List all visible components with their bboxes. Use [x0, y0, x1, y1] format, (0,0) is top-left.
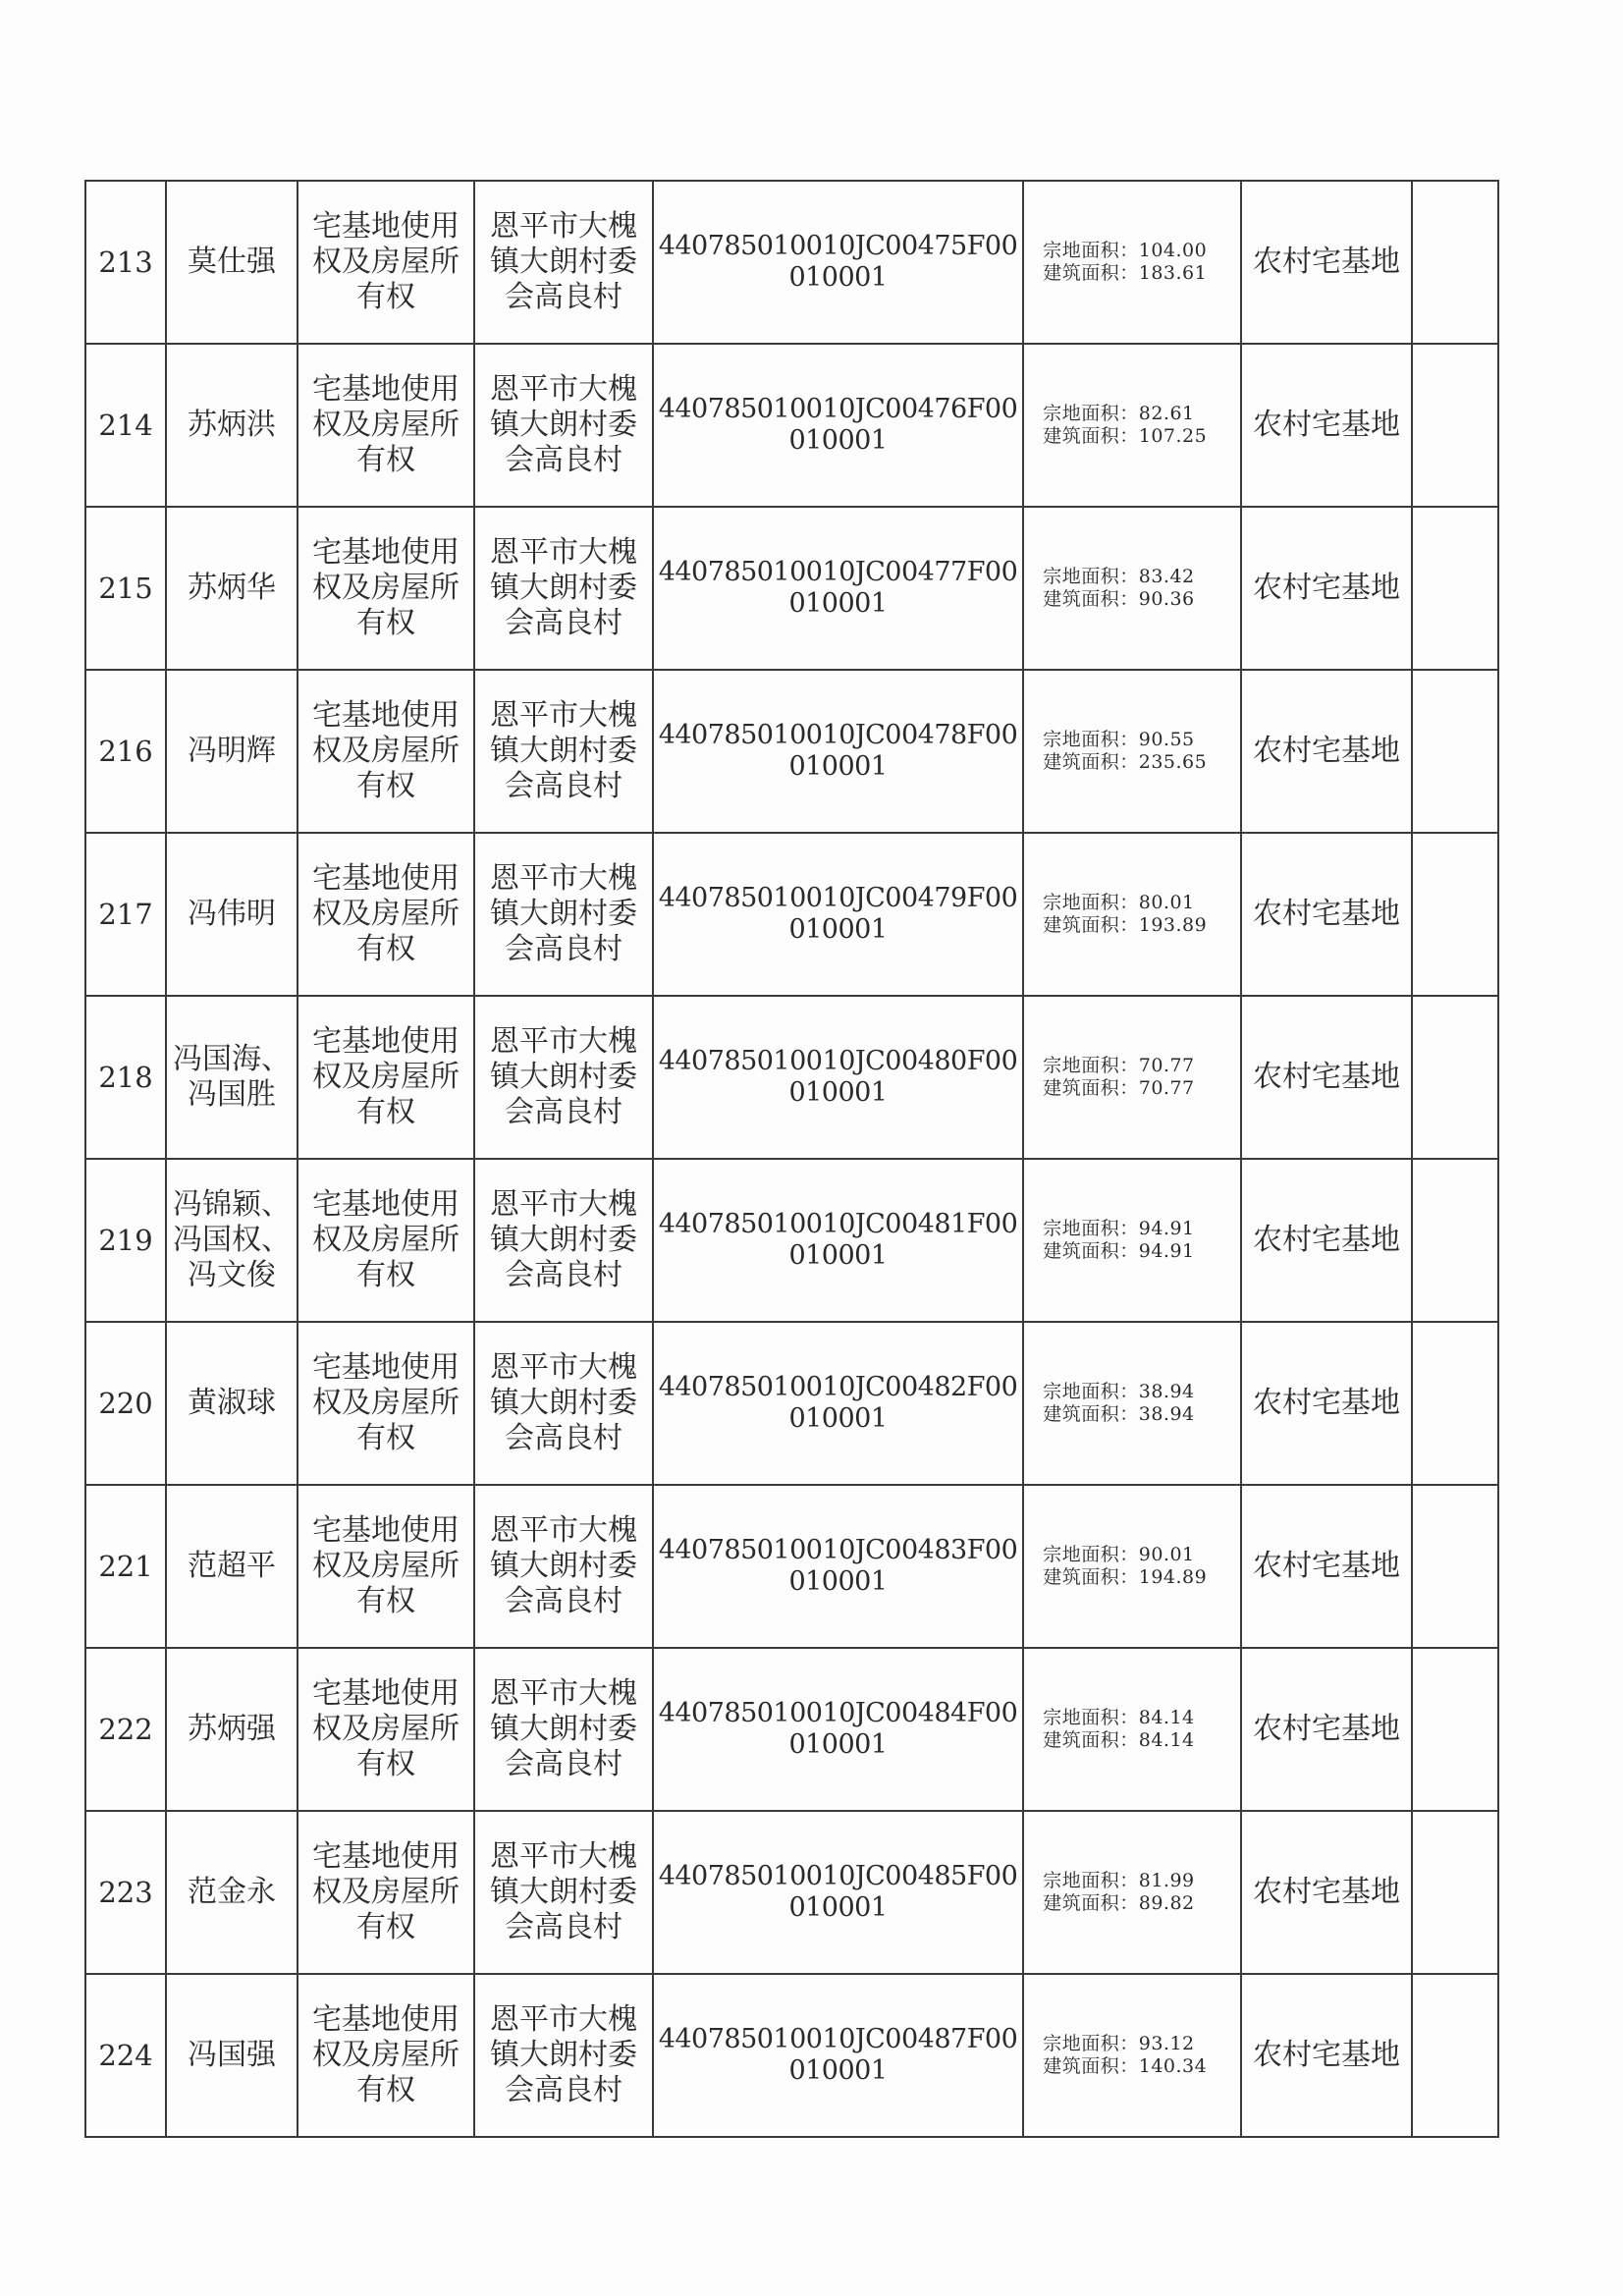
unit-code-line-2: 010001	[788, 1566, 888, 1597]
land-area-label: 宗地面积：	[1043, 892, 1139, 914]
building-area-value: 70.77	[1138, 1077, 1195, 1099]
unit-code-line-2: 010001	[788, 1077, 888, 1108]
building-area-line	[1028, 2055, 1236, 2078]
unit-code	[653, 344, 1023, 507]
right-type: 宅基地使用权及房屋所有权	[298, 1159, 474, 1322]
building-area-label: 建筑面积：	[1043, 588, 1139, 610]
building-area-line	[1028, 1566, 1236, 1589]
land-area-label: 宗地面积：	[1043, 729, 1139, 751]
property-location: 恩平市大槐镇大朗村委会高良村	[474, 833, 653, 996]
right-type: 宅基地使用权及房屋所有权	[298, 344, 474, 507]
land-use: 农村宅基地	[1241, 1485, 1412, 1648]
land-area-value: 84.14	[1138, 1707, 1195, 1729]
land-use: 农村宅基地	[1241, 1159, 1412, 1322]
building-area-line	[1028, 914, 1236, 937]
land-area-label: 宗地面积：	[1043, 2033, 1139, 2055]
unit-code-line-2: 010001	[788, 588, 888, 619]
building-area-label: 建筑面积：	[1043, 1403, 1139, 1425]
row-number: 216	[85, 670, 166, 833]
land-use: 农村宅基地	[1241, 670, 1412, 833]
property-location: 恩平市大槐镇大朗村委会高良村	[474, 1159, 653, 1322]
table-row	[85, 1485, 1498, 1648]
unit-code	[653, 1485, 1023, 1648]
unit-code	[653, 1159, 1023, 1322]
building-area-value: 194.89	[1138, 1566, 1208, 1588]
registration-table	[84, 180, 1499, 2138]
land-area-label: 宗地面积：	[1043, 1544, 1139, 1566]
land-area-value: 83.42	[1138, 566, 1195, 588]
land-area-line	[1028, 566, 1236, 588]
land-area-label: 宗地面积：	[1043, 1870, 1139, 1892]
land-area-label: 宗地面积：	[1043, 403, 1139, 425]
table-body	[85, 181, 1498, 2137]
building-area-label: 建筑面积：	[1043, 1729, 1139, 1751]
row-number: 220	[85, 1322, 166, 1485]
unit-code	[653, 996, 1023, 1159]
remark-cell	[1412, 1974, 1498, 2137]
table-row	[85, 1648, 1498, 1811]
land-area-value: 93.12	[1138, 2033, 1195, 2055]
land-use: 农村宅基地	[1241, 1322, 1412, 1485]
row-number: 215	[85, 507, 166, 670]
unit-code	[653, 1974, 1023, 2137]
land-area-line	[1028, 1381, 1236, 1403]
land-area-label: 宗地面积：	[1043, 1055, 1139, 1077]
land-use: 农村宅基地	[1241, 1811, 1412, 1974]
land-area-line	[1028, 729, 1236, 751]
building-area-value: 193.89	[1138, 914, 1208, 936]
building-area-label: 建筑面积：	[1043, 2055, 1139, 2077]
remark-cell	[1412, 181, 1498, 344]
remark-cell	[1412, 344, 1498, 507]
land-area-line	[1028, 240, 1236, 262]
unit-code	[653, 1811, 1023, 1974]
land-use: 农村宅基地	[1241, 344, 1412, 507]
building-area-value: 140.34	[1138, 2055, 1208, 2077]
remark-cell	[1412, 833, 1498, 996]
table-row	[85, 1322, 1498, 1485]
owner-name: 冯国强	[166, 1974, 298, 2137]
unit-code	[653, 507, 1023, 670]
unit-code	[653, 1322, 1023, 1485]
right-type: 宅基地使用权及房屋所有权	[298, 1485, 474, 1648]
area-info	[1023, 181, 1241, 344]
row-number: 223	[85, 1811, 166, 1974]
building-area-value: 89.82	[1138, 1892, 1195, 1914]
right-type: 宅基地使用权及房屋所有权	[298, 1811, 474, 1974]
unit-code	[653, 833, 1023, 996]
building-area-line	[1028, 1077, 1236, 1100]
unit-code-line-2: 010001	[788, 1892, 888, 1923]
building-area-line	[1028, 262, 1236, 285]
unit-code-line-2: 010001	[788, 262, 888, 293]
area-info	[1023, 1648, 1241, 1811]
row-number: 213	[85, 181, 166, 344]
table-row	[85, 1159, 1498, 1322]
unit-code	[653, 670, 1023, 833]
unit-code-line-2: 010001	[788, 751, 888, 782]
area-info	[1023, 833, 1241, 996]
remark-cell	[1412, 1811, 1498, 1974]
area-info	[1023, 1974, 1241, 2137]
building-area-label: 建筑面积：	[1043, 1240, 1139, 1262]
land-area-line	[1028, 1218, 1236, 1240]
land-use: 农村宅基地	[1241, 507, 1412, 670]
building-area-label: 建筑面积：	[1043, 1892, 1139, 1914]
land-area-value: 38.94	[1138, 1381, 1195, 1403]
owner-name: 苏炳洪	[166, 344, 298, 507]
right-type: 宅基地使用权及房屋所有权	[298, 181, 474, 344]
land-area-label: 宗地面积：	[1043, 240, 1139, 262]
unit-code	[653, 181, 1023, 344]
owner-name: 冯国海、冯国胜	[166, 996, 298, 1159]
owner-name: 冯锦颖、冯国权、冯文俊	[166, 1159, 298, 1322]
property-location: 恩平市大槐镇大朗村委会高良村	[474, 1974, 653, 2137]
property-location: 恩平市大槐镇大朗村委会高良村	[474, 670, 653, 833]
remark-cell	[1412, 1159, 1498, 1322]
table-row	[85, 996, 1498, 1159]
row-number: 217	[85, 833, 166, 996]
right-type: 宅基地使用权及房屋所有权	[298, 833, 474, 996]
land-area-value: 80.01	[1138, 892, 1195, 914]
right-type: 宅基地使用权及房屋所有权	[298, 1974, 474, 2137]
unit-code-line-1: 440785010010JC00478F00	[658, 719, 1018, 750]
right-type: 宅基地使用权及房屋所有权	[298, 996, 474, 1159]
unit-code-line-2: 010001	[788, 425, 888, 456]
land-area-value: 81.99	[1138, 1870, 1195, 1892]
land-use: 农村宅基地	[1241, 181, 1412, 344]
building-area-line	[1028, 751, 1236, 774]
table-row	[85, 670, 1498, 833]
land-area-value: 90.01	[1138, 1544, 1195, 1566]
table-row	[85, 507, 1498, 670]
land-area-line	[1028, 1707, 1236, 1729]
unit-code-line-2: 010001	[788, 1729, 888, 1760]
unit-code-line-2: 010001	[788, 1403, 888, 1434]
building-area-value: 183.61	[1138, 262, 1208, 284]
unit-code-line-1: 440785010010JC00481F00	[658, 1208, 1018, 1239]
area-info	[1023, 344, 1241, 507]
table-row	[85, 344, 1498, 507]
property-location: 恩平市大槐镇大朗村委会高良村	[474, 996, 653, 1159]
unit-code-line-1: 440785010010JC00475F00	[658, 230, 1018, 261]
owner-name: 范金永	[166, 1811, 298, 1974]
area-info	[1023, 670, 1241, 833]
land-use: 农村宅基地	[1241, 1974, 1412, 2137]
land-area-label: 宗地面积：	[1043, 1707, 1139, 1729]
building-area-line	[1028, 1403, 1236, 1426]
area-info	[1023, 1485, 1241, 1648]
building-area-line	[1028, 425, 1236, 448]
land-area-value: 82.61	[1138, 403, 1195, 425]
row-number: 222	[85, 1648, 166, 1811]
land-area-label: 宗地面积：	[1043, 1381, 1139, 1403]
property-location: 恩平市大槐镇大朗村委会高良村	[474, 1485, 653, 1648]
area-info	[1023, 507, 1241, 670]
row-number: 218	[85, 996, 166, 1159]
unit-code-line-1: 440785010010JC00484F00	[658, 1697, 1018, 1728]
property-location: 恩平市大槐镇大朗村委会高良村	[474, 1322, 653, 1485]
land-area-value: 94.91	[1138, 1218, 1195, 1240]
unit-code-line-1: 440785010010JC00482F00	[658, 1371, 1018, 1402]
land-use: 农村宅基地	[1241, 1648, 1412, 1811]
table-row	[85, 1811, 1498, 1974]
area-info	[1023, 1811, 1241, 1974]
land-area-label: 宗地面积：	[1043, 1218, 1139, 1240]
land-area-line	[1028, 403, 1236, 425]
building-area-value: 90.36	[1138, 588, 1195, 610]
right-type: 宅基地使用权及房屋所有权	[298, 507, 474, 670]
unit-code-line-1: 440785010010JC00480F00	[658, 1045, 1018, 1076]
unit-code-line-1: 440785010010JC00483F00	[658, 1534, 1018, 1565]
building-area-value: 94.91	[1138, 1240, 1195, 1262]
row-number: 221	[85, 1485, 166, 1648]
building-area-value: 107.25	[1138, 425, 1208, 447]
remark-cell	[1412, 1322, 1498, 1485]
land-area-line	[1028, 1544, 1236, 1566]
unit-code-line-2: 010001	[788, 2055, 888, 2086]
building-area-value: 84.14	[1138, 1729, 1195, 1751]
building-area-line	[1028, 1729, 1236, 1752]
owner-name: 苏炳强	[166, 1648, 298, 1811]
owner-name: 范超平	[166, 1485, 298, 1648]
area-info	[1023, 996, 1241, 1159]
property-location: 恩平市大槐镇大朗村委会高良村	[474, 1811, 653, 1974]
table-row	[85, 181, 1498, 344]
right-type: 宅基地使用权及房屋所有权	[298, 1648, 474, 1811]
row-number: 219	[85, 1159, 166, 1322]
table-row	[85, 833, 1498, 996]
owner-name: 苏炳华	[166, 507, 298, 670]
property-location: 恩平市大槐镇大朗村委会高良村	[474, 181, 653, 344]
unit-code	[653, 1648, 1023, 1811]
building-area-line	[1028, 1892, 1236, 1915]
row-number: 224	[85, 1974, 166, 2137]
unit-code-line-1: 440785010010JC00487F00	[658, 2023, 1018, 2054]
owner-name: 冯伟明	[166, 833, 298, 996]
table-row	[85, 1974, 1498, 2137]
property-location: 恩平市大槐镇大朗村委会高良村	[474, 344, 653, 507]
area-info	[1023, 1159, 1241, 1322]
building-area-value: 235.65	[1138, 751, 1208, 773]
building-area-label: 建筑面积：	[1043, 1566, 1139, 1588]
building-area-label: 建筑面积：	[1043, 751, 1139, 773]
area-info	[1023, 1322, 1241, 1485]
building-area-label: 建筑面积：	[1043, 262, 1139, 284]
unit-code-line-1: 440785010010JC00485F00	[658, 1860, 1018, 1891]
land-area-line	[1028, 892, 1236, 914]
building-area-label: 建筑面积：	[1043, 914, 1139, 936]
building-area-label: 建筑面积：	[1043, 1077, 1139, 1099]
remark-cell	[1412, 507, 1498, 670]
remark-cell	[1412, 670, 1498, 833]
building-area-value: 38.94	[1138, 1403, 1195, 1425]
owner-name: 冯明辉	[166, 670, 298, 833]
land-use: 农村宅基地	[1241, 996, 1412, 1159]
land-area-value: 70.77	[1138, 1055, 1195, 1077]
remark-cell	[1412, 1648, 1498, 1811]
unit-code-line-2: 010001	[788, 1240, 888, 1271]
building-area-line	[1028, 1240, 1236, 1263]
land-area-value: 104.00	[1138, 240, 1208, 262]
property-location: 恩平市大槐镇大朗村委会高良村	[474, 507, 653, 670]
owner-name: 莫仕强	[166, 181, 298, 344]
unit-code-line-2: 010001	[788, 914, 888, 945]
property-location: 恩平市大槐镇大朗村委会高良村	[474, 1648, 653, 1811]
owner-name: 黄淑球	[166, 1322, 298, 1485]
land-area-value: 90.55	[1138, 729, 1195, 751]
row-number: 214	[85, 344, 166, 507]
remark-cell	[1412, 1485, 1498, 1648]
land-area-line	[1028, 1055, 1236, 1077]
land-area-label: 宗地面积：	[1043, 566, 1139, 588]
remark-cell	[1412, 996, 1498, 1159]
unit-code-line-1: 440785010010JC00476F00	[658, 393, 1018, 424]
building-area-line	[1028, 588, 1236, 611]
unit-code-line-1: 440785010010JC00477F00	[658, 556, 1018, 587]
land-area-line	[1028, 1870, 1236, 1892]
building-area-label: 建筑面积：	[1043, 425, 1139, 447]
unit-code-line-1: 440785010010JC00479F00	[658, 882, 1018, 913]
right-type: 宅基地使用权及房屋所有权	[298, 1322, 474, 1485]
land-use: 农村宅基地	[1241, 833, 1412, 996]
right-type: 宅基地使用权及房屋所有权	[298, 670, 474, 833]
land-area-line	[1028, 2033, 1236, 2055]
